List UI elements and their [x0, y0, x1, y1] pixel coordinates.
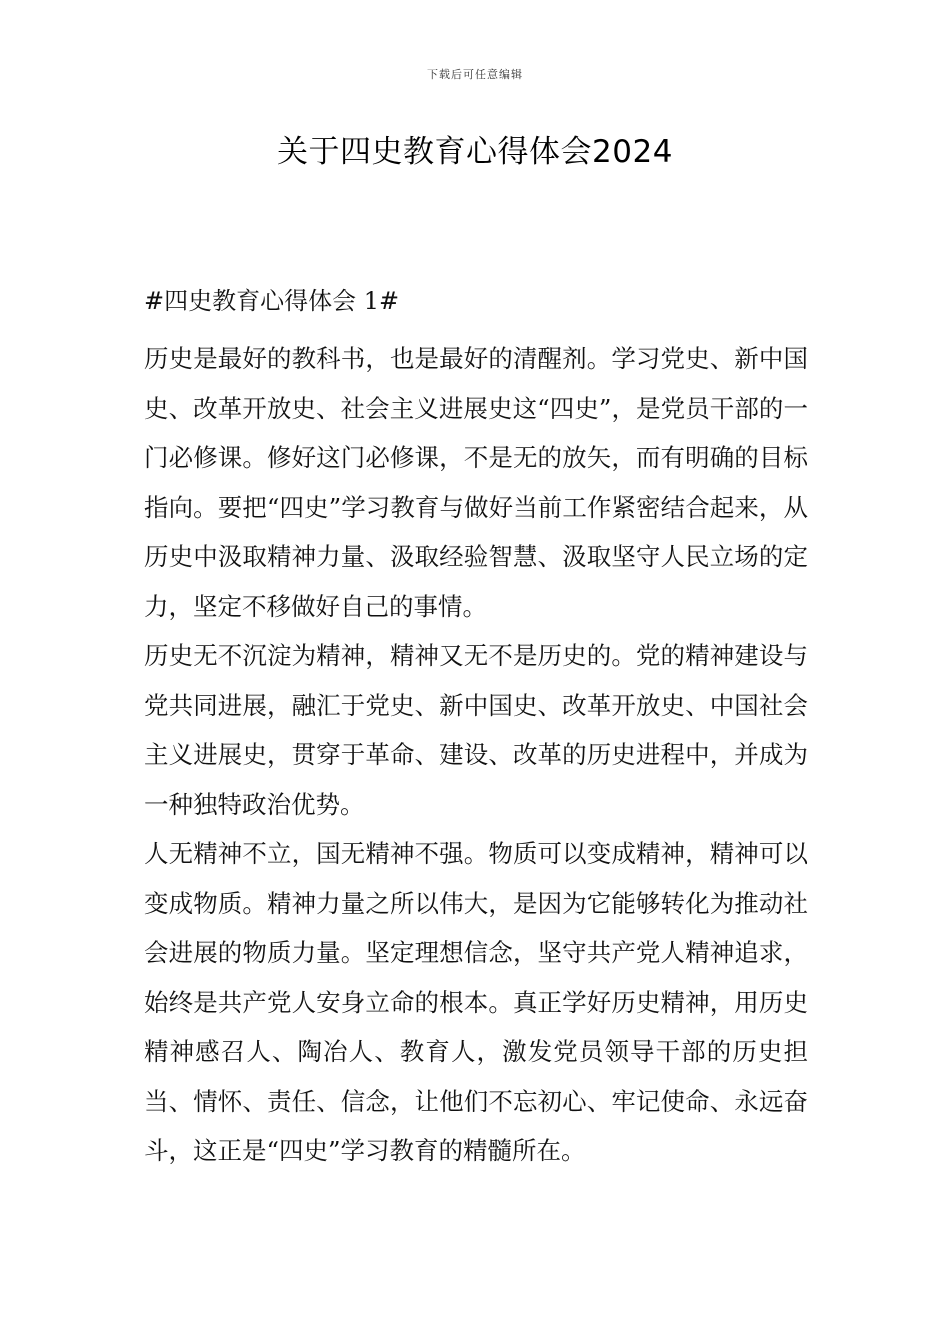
section-heading: #四史教育心得体会 1# — [144, 287, 400, 315]
document-body — [144, 283, 808, 1176]
paragraph-2: 历史无不沉淀为精神，精神又无不是历史的。党的精神建设与党共同进展，融汇于党史、新中国史、改革开放史、中国社会主义进展史，贯穿于革命、建设、改革的历史进程中，并成为一种独特政治优势。 — [144, 641, 808, 819]
paragraph-3: 人无精神不立，国无精神不强。物质可以变成精神，精神可以变成物质。精神力量之所以伟大，是因为它能够转化为推动社会进展的物质力量。坚定理想信念，坚守共产党人精神追求，始终是共产党人安身立命的根本。真正学好历史精神，用历史精神感召人、陶冶人、教育人，激发党员领导干部的历史担当、情怀、责任、信念，让他们不忘初心、牢记使命、永远奋斗，这正是“四史”学习教育的精髓所在。 — [144, 839, 808, 1165]
document-title: 关于四史教育心得体会2024 — [277, 134, 673, 170]
header-note: 下载后可任意编辑 — [427, 68, 523, 81]
paragraph-1: 历史是最好的教科书，也是最好的清醒剂。学习党史、新中国史、改革开放史、社会主义进展史这“四史”，是党员干部的一门必修课。修好这门必修课，不是无的放矢，而有明确的目标指向。要把“四史”学习教育与做好当前工作紧密结合起来，从历史中汲取精神力量、汲取经验智慧、汲取坚守人民立场的定力，坚定不移做好自己的事情。 — [144, 344, 808, 621]
